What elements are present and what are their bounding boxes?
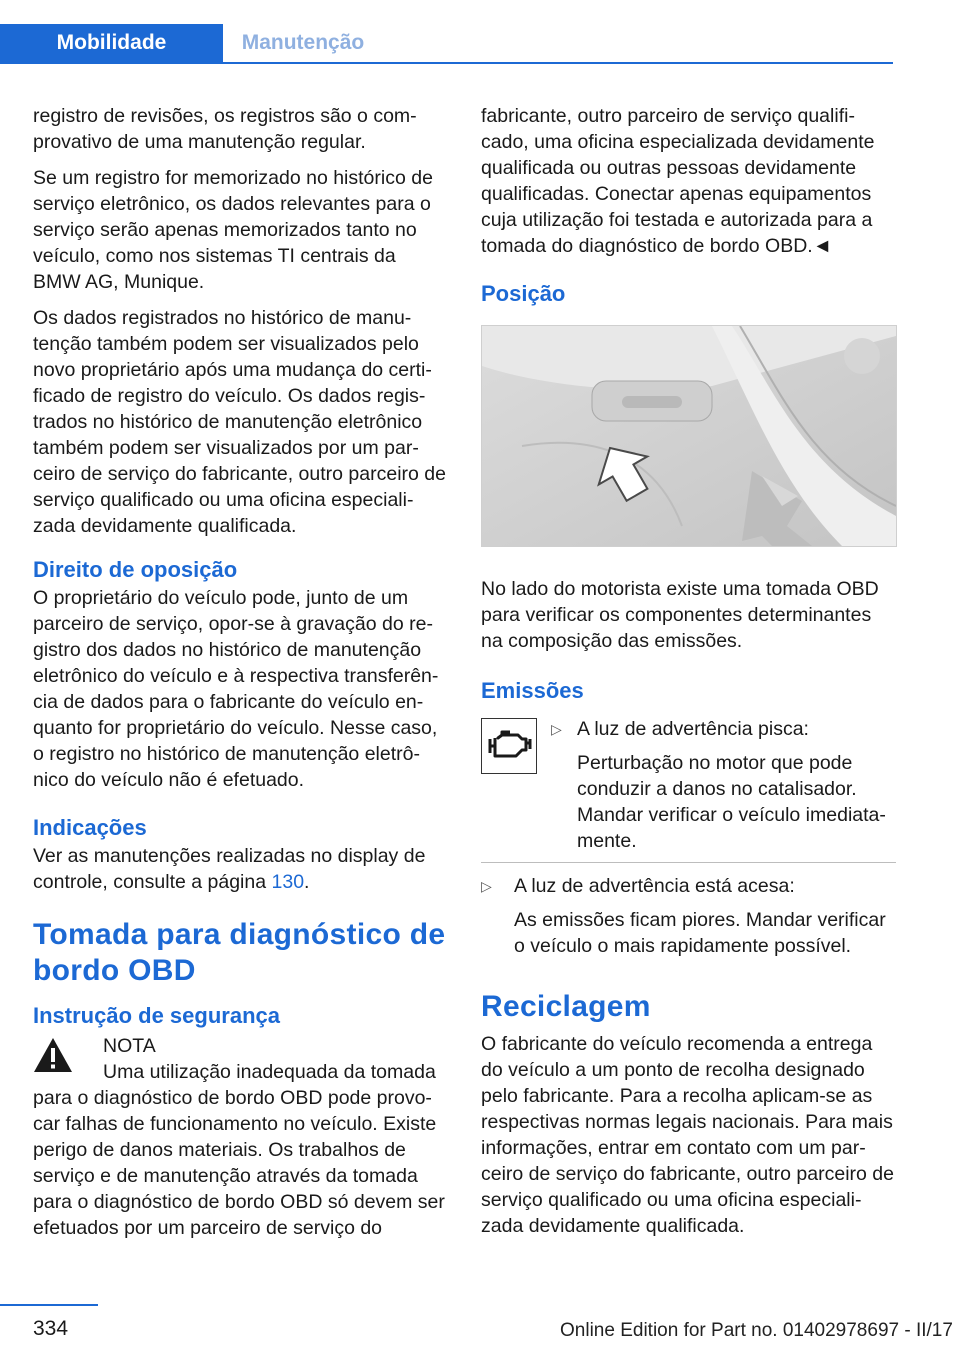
heading-emissoes: Emissões [481, 678, 584, 703]
footer-rule [0, 1304, 98, 1306]
edition-text: Online Edition for Part no. 01402978697 - II/17 [560, 1320, 953, 1341]
bullet-triangle-icon: ▷ [551, 721, 562, 737]
paragraph: O proprietário do veículo pode, junto de um parceiro de serviço, opor-se à gravação do re-gistro dos dados no histórico de manutenção eletrônico do veículo e à respectiva transferên-cia de dados para o fabricante do veículo en-quanto for proprietário do veículo. Nesse caso, o registro no histórico de manutenção eletrô-nico do veículo não é efetuado. [33, 587, 439, 791]
paragraph: Os dados registrados no histórico de manu-tenção também podem ser visualizados pelo novo proprietário após uma mudança do certi-ficado de registro do veículo. Os dados regis-trados no histórico de manutenção eletrônico também podem ser visualizados por um par-ceiro de serviço do fabricante, outro parceiro de serviço qualificado ou uma oficina especiali-zada devidamente qualificada. [33, 307, 446, 537]
bullet-title: A luz de advertência está acesa: [514, 875, 795, 897]
paragraph: Se um registro for memorizado no histórico de serviço eletrônico, os dados relevantes para o serviço serão apenas memorizados tanto no veículo, como nos sistemas TI centrais da BMW AG, Munique. [33, 167, 433, 293]
page-number: 334 [33, 1317, 69, 1340]
indicacoes-text: Ver as manutenções realizadas no display de controle, consulte a página [33, 845, 426, 893]
list-item [551, 716, 896, 854]
right-column [481, 103, 896, 1249]
bullet-title: A luz de advertência pisca: [577, 718, 809, 740]
bullet-triangle-icon: ▷ [481, 878, 492, 894]
note-title: NOTA [103, 1035, 156, 1057]
heading-instrucao-seguranca: Instrução de segurança [33, 1003, 280, 1028]
heading-indicacoes: Indicações [33, 815, 147, 840]
paragraph: No lado do motorista existe uma tomada OBD para verificar os componentes determinantes na composição das emissões. [481, 578, 879, 652]
indicacoes-period: . [304, 871, 310, 893]
header-tabbar [0, 24, 893, 64]
note-text: Uma utilização inadequada da tomada para o diagnóstico de bordo OBD pode provo-car falhas de funcionamento no veículo. Existe perigo de danos materiais. Os trabalhos de serviço e de manutenção através da tomada para o diagnóstico de bordo OBD só devem ser efetuados por um parceiro de serviço do [33, 1061, 445, 1239]
tab-manutencao[interactable]: Manutenção [223, 24, 383, 62]
divider [481, 862, 896, 863]
list-item [481, 873, 896, 959]
left-column [33, 103, 448, 1241]
paragraph: O fabricante do veículo recomenda a entrega do veículo a um ponto de recolha designado pelo fabricante. Para a recolha aplicam-se as respectivas normas legais nacionais. Para mais informações, entrar em contato com um par-ceiro de serviço do fabricante, outro parceiro de serviço qualificado ou uma oficina especiali-zada devidamente qualificada. [481, 1033, 894, 1237]
warning-triangle-icon [33, 1037, 73, 1073]
heading-posicao: Posição [481, 281, 566, 306]
bullet-text: As emissões ficam piores. Mandar verificar o veículo o mais rapidamente possível. [514, 909, 886, 957]
heading-tomada-obd: Tomada para diagnóstico de bordo OBD [33, 918, 446, 987]
paragraph [33, 843, 448, 895]
warning-note [33, 1033, 448, 1241]
emissions-warning-light-1 [481, 716, 896, 854]
bullet-text: Perturbação no motor que pode conduzir a danos no catalisador. Mandar verificar o veículo imediata-mente. [577, 752, 886, 852]
page-link-130[interactable]: 130 [271, 871, 305, 893]
heading-reciclagem: Reciclagem [481, 990, 651, 1023]
paragraph: fabricante, outro parceiro de serviço qualifi-cado, uma oficina especializada devidamente qualificada ou outras pessoas devidamente qualificadas. Conectar apenas equipamentos cuja utilização foi testada e autorizada para a tomada do diagnóstico de bordo OBD.◄ [481, 105, 875, 257]
check-engine-icon [481, 718, 537, 774]
obd-position-photo [481, 325, 897, 547]
heading-direito-oposicao: Direito de oposição [33, 557, 238, 582]
paragraph: registro de revisões, os registros são o com-provativo de uma manutenção regular. [33, 105, 417, 153]
tab-mobilidade[interactable]: Mobilidade [0, 24, 223, 62]
